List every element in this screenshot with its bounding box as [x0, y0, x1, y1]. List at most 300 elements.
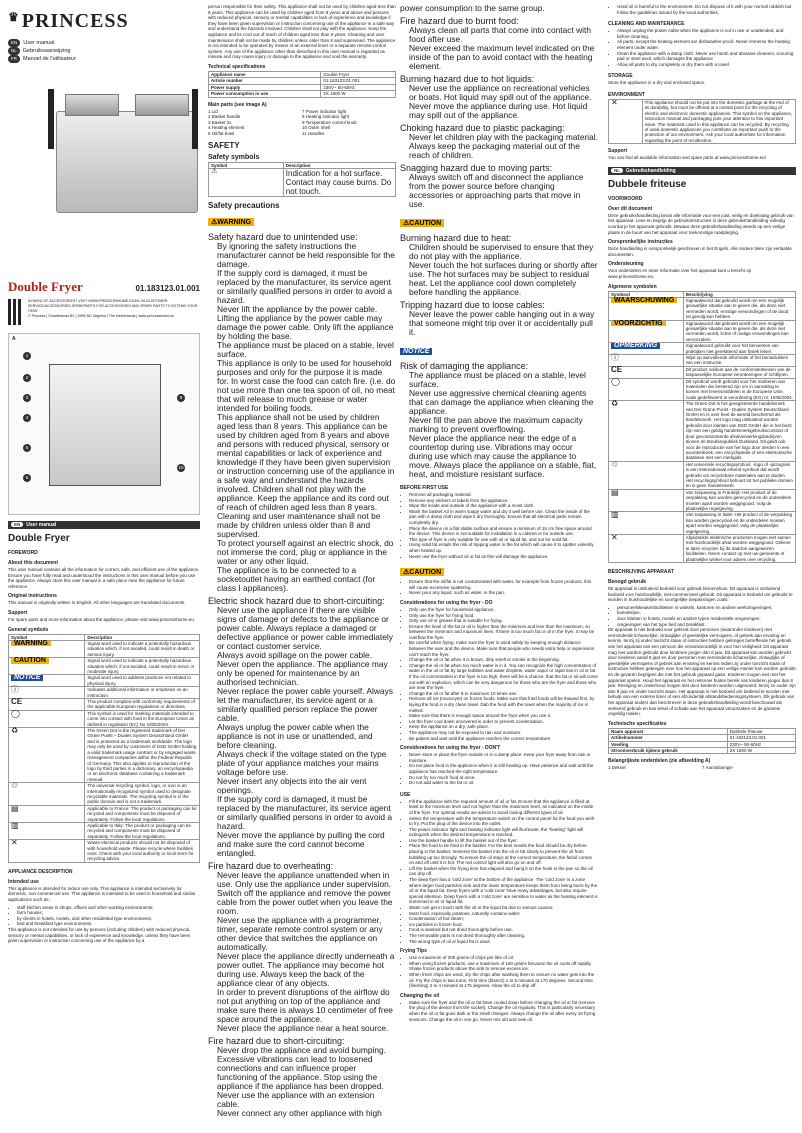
oil-disposal-list	[608, 4, 796, 15]
environment-heading: ENVIRONMENT	[608, 91, 645, 98]
list-item: • boerderijen;	[617, 610, 796, 616]
part-item: 8 Heating indicator light	[302, 114, 350, 120]
list-item: • Never connect any other appliance with high	[217, 1109, 396, 1118]
support-heading: Support	[8, 609, 28, 616]
list-item: • Never exceed the maximum level indicated on the inside of the pan to avoid contact with the heating element.	[409, 44, 598, 71]
list-item: • Never open the appliance. The appliance may only be opened for maintenance by an authorised technician.	[217, 660, 396, 687]
symbol-icon: ▥	[11, 820, 19, 830]
symbol-description: Signaalwoord dat gebruikt wordt om een mogelijk gevaarlijke situatie aan te geven die, als deze niet vermeden wordt, lichte of matige verwondingen kan veroorzaken.	[683, 320, 795, 343]
unintended-list	[208, 242, 396, 593]
language-code: NL	[8, 47, 20, 55]
list-item: • Never use the appliance if there are visible signs of damage or defects to the appliance or power cable. Always replace a damaged or defective appliance or power cable immediately or contact customer service.	[217, 606, 396, 651]
signal-word-badge: VOORZICHTIG	[611, 321, 666, 326]
tips-heading: Frying Tips	[400, 948, 427, 955]
tips-list	[400, 955, 598, 989]
list-item: • Food is washed but not dried thoroughly before use.	[409, 927, 598, 933]
symbols-col-description: Description	[85, 634, 200, 640]
choke-list	[400, 133, 598, 160]
shortcircuit-list	[208, 1046, 396, 1118]
continued-text: power consumption to the same group.	[400, 4, 545, 13]
en-title: Double Fryer	[8, 533, 70, 544]
list-item: • Never use the appliance on recreational vehicles or boats. Hot liquid may spill out of the appliance.	[409, 84, 598, 102]
environment-table	[608, 99, 796, 144]
dont-heading: Considerations for using the fryer - DON'T	[400, 745, 501, 752]
copyright: © Princess | Smartbrands BV | 3995 ND Uitgeest | The Netherlands | www.princesshome.eu	[27, 314, 175, 318]
hotliquid-list	[400, 84, 598, 120]
intended-heading: Intended use	[8, 878, 39, 885]
burnt-heading: Fire hazard due to burnt food:	[400, 16, 519, 26]
list-item: • Make sure that there is enough space around the fryer when you use it.	[409, 713, 598, 719]
list-item: • The removable parts is not dried thoroughly after cleaning.	[409, 933, 598, 939]
intended-text: This appliance is intended for indoor use only. This appliance is intended exclusively for domestic, non-commercial use. This appliance is intended to be used in household and similar applications such as:	[8, 885, 196, 902]
alg-symbols-heading: Algemene symbolen	[608, 283, 657, 290]
beoogd-heading: Beoogd gebruik	[608, 579, 647, 586]
symbol-cell	[609, 489, 684, 512]
column-use	[400, 4, 598, 1133]
do-list	[400, 607, 598, 741]
list-item: • The deep fryer has a 'cold zone' at the bottom of the appliance. The 'cold zone' is a zone where larger food particles sink and the lower temperature keeps them from being burnt by the oil or the liquid fat. Deep fryers with a 'cold zone' have many advantages, but also require special attention. Deep fryers with a 'cold zone' are sensitive to water as the heating element is immersed in oil or liquid fat.	[409, 877, 598, 905]
symbol-row	[9, 783, 200, 806]
tech-heading-nl: Technische specificaties	[608, 720, 667, 727]
list-item: • When using frozen products, use a maximum of 160 grams because the oil cools off rapidly. Shake frozen products above the sink to remove excess ice.	[409, 961, 598, 972]
list-item: • Always avoid spillage on the power cable.	[217, 651, 396, 660]
symbol-description: Van toepassing in Italië: Het product of de verpakking kan worden gerecycled en de onderdelen moeten apart worden weggegooid. Volg de plaatselijke regelgeving.	[683, 512, 795, 535]
symbol-row	[9, 710, 200, 727]
list-item: • Place the device on a flat stable surface and ensure a minimum of 15 cm free space around the device. This device is not suitable for installation in a cabinet or for outside use.	[409, 526, 598, 537]
list-item: • To protect yourself against an electric shock, do not immerse the cord, plug or appliance in the water or any other liquid.	[217, 539, 396, 566]
list-item: • Always unplug the power cable when the appliance is not in use or unattended, and before cleaning.	[217, 723, 396, 750]
list-item: • All parts, except the heating element are dishwasher-proof. Never immerse the heating element under water.	[617, 39, 796, 50]
list-item: • Ensure the level of the fat or oil is higher than the minimum and less than the maximum, so between the minimum and maximum lines. If there is too much fat or oil in the fryer, it may be overflow the fryer.	[409, 624, 598, 641]
support-heading-2: Support	[608, 148, 628, 155]
caution-badge: ⚠CAUTION	[400, 219, 444, 227]
do-heading: Considerations for using the fryer - DO	[400, 599, 493, 606]
list-item: • Select the temperature with the temperature switch on the control panel for the food you wish to fry. Put the plug of the device into the outlet.	[409, 816, 598, 827]
brand-logo: ♛ PRINCESS	[8, 10, 129, 32]
symbol-row	[609, 297, 796, 320]
qr-text: IN NEED OF ACCESSORIES? VISIT WWW.PRINCESSHOME.EU/NL-NL/CUSTOMER-SERVICE/ACCESSORIES-SPAREPARTS FOR ACCESSORIES AND SPARE PARTS TO EXTEND YOUR ITEM!	[27, 299, 198, 313]
callout-5: 5	[23, 444, 31, 452]
product-photo	[8, 71, 200, 231]
original-text: This manual is originally written in English. All other languages are translated documents.	[8, 600, 186, 606]
ce-mark-icon: CE	[11, 697, 23, 707]
list-item: • Never insert any objects into the air vent openings.	[217, 777, 396, 795]
list-item: • Never let children play with the packaging material. Always keep the packaging material out of the reach of children.	[409, 133, 598, 160]
list-item: • Use a maximum of 200 grams of chips per litre of oil.	[409, 955, 598, 961]
symbol-description: Signal word used to indicate a potentially hazardous situation which, if not avoided, could result in minor or moderate injury.	[85, 658, 200, 675]
overheat-heading: Fire hazard due to overheating:	[208, 860, 334, 871]
list-item: • Ensure that the oil/fat is not contaminated with water, for example from frozen products, this will cause excessive spattering.	[409, 579, 598, 590]
callout-9: 9	[177, 394, 185, 402]
callout-10: 10	[178, 465, 184, 470]
symbol-cell	[9, 675, 85, 687]
trip-heading: Tripping hazard due to loose cables:	[400, 300, 545, 310]
part-item: 11 Handles	[302, 130, 325, 136]
tech-value: Double Fryer	[321, 71, 396, 77]
parts-heading: Main parts (see image A)	[208, 101, 267, 108]
column-safety	[208, 4, 396, 1133]
part-item: 3 Basket 2x	[208, 119, 232, 125]
language-item	[8, 47, 200, 55]
list-item: • The power indicator light and heating indicator light will illuminate, the "heating" light will extinguish when the desired temperature is reached.	[409, 827, 598, 838]
symbol-icon: ◯	[11, 708, 20, 718]
shock-list	[208, 606, 396, 858]
list-item: • Always unplug the power cable when the appliance is not in use or unattended, and before cleaning.	[617, 28, 796, 39]
list-item: • personeelskeukenfaciliteiten in winkels, kantoren en andere werkomgevingen;	[617, 605, 796, 611]
symbol-icon: ⓘ	[11, 685, 19, 695]
part-item: 4 Heating element	[208, 125, 245, 131]
list-item: • Never use aggressive chemical cleaning agents that can damage the appliance when cleaning the appliance.	[409, 389, 598, 416]
use-heading: USE	[400, 791, 411, 798]
list-item: • Do not fry too much food at once.	[409, 775, 598, 781]
part-item: 7 Power indicator light	[302, 108, 347, 114]
storage-heading: STORAGE	[608, 73, 633, 80]
storage-text: Store the appliance in a dry and enclosed space.	[608, 80, 706, 86]
symbol-cell	[609, 512, 684, 535]
part-item: 2 Basket handle	[208, 114, 241, 120]
over-text: Deze gebruikshandleiding bevat alle informatie voor een juist, veilig en doelmatig gebruik van het apparaat. Lees en begrijp de gebruiksinstructies in deze gebruikshandleiding volledig voordat je het apparaat gebruikt. Bewaar deze gebruikshandleiding steeds op een veilige plaats in de buurt van het apparaat voor toekomstige raadpleging.	[608, 212, 794, 235]
section-bar-nl: NL Gebruikshandleiding	[608, 167, 796, 175]
list-item: • Never place the appliance near a heat source.	[217, 1024, 396, 1033]
list-item: • Allow all parts to dry completely or dry them with a towel.	[617, 62, 796, 68]
tech-label: Article number	[209, 78, 321, 84]
symbol-description: Signal word used to indicate a potentially hazardous situation which, if not avoided, could result in death or serious injury.	[85, 640, 200, 657]
crown-icon: ♛	[8, 10, 20, 24]
list-item: • Never leave the appliance unattended when in use. Only use the appliance under supervision. Switch off the appliance and remove the power cable from the power outlet when you leave the room.	[217, 871, 396, 916]
tech-value: 2X 1600 W	[321, 91, 396, 97]
burnt-list	[400, 26, 598, 71]
symbol-cell	[609, 535, 684, 563]
list-item: • Never move the appliance during use. Hot liquid may spill out of the appliance.	[409, 102, 598, 120]
list-item: • Clean the appliance with a damp cloth. Never use harsh and abrasive cleaners, scouring pad or steel wool, which damages the appliance.	[617, 51, 796, 62]
tech-label: Appliance name	[209, 71, 321, 77]
symbol-icon: ▥	[611, 510, 619, 520]
list-item: • Only use oil or grease that is suitable for frying.	[409, 618, 598, 624]
before-list-2	[400, 579, 598, 596]
list-item: • Let the fryer cool down uncovered in order to prevent condensation.	[409, 719, 598, 725]
symbol-row	[9, 658, 200, 675]
symbol-row	[609, 355, 796, 367]
appliance-heading: APPLIANCE DESCRIPTION	[8, 868, 73, 875]
weee-bin-icon: ✕	[611, 97, 618, 107]
list-item: • Make sure the fryer and the oil or fat have cooled down before changing the oil or fat (remove the plug of the device from the socket). Change the oil regularly. This is particularly necessary when the oil or fat goes dark or the smell changes. Always change the oil after every 10 frying sessions. Change the oil in one go. Never mix old and new oil.	[409, 1000, 598, 1022]
precautions-heading: Safety precautions	[208, 200, 280, 210]
symbol-icon: ▤	[11, 803, 19, 813]
tech-label: Artikelnummer	[609, 735, 728, 741]
tech-label: Power consumption in use	[209, 91, 321, 97]
risk-list	[400, 371, 598, 479]
before-heading: BEFORE FIRST USE	[400, 485, 449, 491]
notice-badge: NOTICE	[11, 675, 43, 680]
symbol-icon: ✕	[611, 533, 618, 542]
list-item: • Never leave the power cable hanging out in a way that someone might trip over it or accidentally pull it.	[409, 310, 598, 337]
list-item: • omgevingen van het type bed and breakfast.	[617, 622, 796, 628]
symbol-row	[609, 489, 796, 512]
symbol-row	[9, 822, 200, 839]
symbol-description: Waste electrical products should not be disposed of with household waste. Please recycle where facilities exist. Check with your local authority or local store for recycling advice.	[85, 840, 200, 863]
symbol-description: Van toepassing in Frankrijk: Het product of de verpakking kan worden gerecycled en de onderdelen moeten apart worden weggegooid. Volg de plaatselijke regelgeving.	[683, 489, 795, 512]
symbol-description: The universal recycling symbol, logo, or icon is an internationally recognized symbol used to designate recyclable materials. The recycling symbol is in the public domain and is not a trademark.	[85, 783, 200, 806]
symbol-row	[609, 378, 796, 401]
tech-label: Stroomverbruik tijdens gebruik	[609, 747, 728, 753]
tech-label: Naam apparaat	[609, 728, 728, 734]
shortcircuit-heading: Fire hazard due to short-circuiting:	[208, 1035, 345, 1046]
risk-heading: Risk of damaging the appliance:	[400, 361, 529, 371]
symbol-row	[9, 675, 200, 687]
symbol-cell	[609, 343, 684, 355]
list-item: • Always switch off and disconnect the appliance from the power source before changing accessories or approaching parts that move in use.	[409, 173, 598, 209]
safety-col-symbol: Symbol	[209, 162, 284, 168]
beoogd-text-2: Dit apparaat is niet bedoeld voor gebruik door personen (waaronder kinderen) met verminderde lichamelijke, zintuiglijke of geestelijke vermogens, of gebrek aan ervaring en kennis, tenzij zij onder toezicht staan of instructies hebben gekregen betreffende het gebruik van het apparaat van een persoon die verantwoordelijk is voor hun veiligheid. Dit apparaat mag niet worden gebruikt door kinderen jonger dan 8 jaar. Dit apparaat kan worden gebruikt door kinderen vanaf 8 jaar en door personen met verminderde lichamelijke, zintuiglijke of geestelijke vermogens of gebrek aan ervaring en kennis indien zij onder toezicht staan of instructies hebben gekregen over hoe het apparaat op een veilige manier kan worden gebruikt en de gevaren begrijpen die met het gebruik gepaard gaan. Kinderen mogen niet met het apparaat spelen. Houd het apparaat en het netsnoer buiten bereik van kinderen jonger dan 8 jaar. Reiniging en onderhoud mogen niet door kinderen worden uitgevoerd, tenzij ze ouder zijn dan 8 jaar en onder toezicht staan. Het apparaat is niet bedoeld om bediend te worden met behulp van een externe timer of een afzonderlijk afstandsbedieningssysteem. Elk gebruik van het apparaat anders dan beschreven in deze gebruikshandleiding wordt beschouwd als verkeerd gebruik en kan letsel of schade aan het apparaat veroorzaken en de garantie ongeldig maken.	[608, 627, 796, 717]
list-item: • Never place the appliance directly underneath a power outlet. The appliance may become hot during use. Always keep the back of the appliance clear of any objects.	[217, 952, 396, 988]
list-item: • Never replace the power cable yourself. Always let the manufacturer, its service agent or a similarly qualified person replace the power cable.	[217, 687, 396, 723]
signal-word-badge: CAUTION	[11, 658, 49, 663]
list-item: • Remove any stickers or labels from the appliance.	[409, 498, 598, 504]
symbols-table	[8, 634, 200, 863]
list-item: • door klanten in hotels, motels en andere typen residentiële omgevingen;	[617, 616, 796, 622]
list-item: • The appliance must be placed on a stable, level surface.	[409, 371, 598, 389]
symbol-cell	[9, 710, 85, 727]
part-item: 7 Aan/uitlampje	[702, 765, 733, 771]
part-item: 1 Deksel	[608, 765, 626, 771]
beoogd-list	[608, 605, 796, 627]
nl-symbols-table	[608, 291, 796, 564]
symbol-description: Signal word used to address practices not related to physical injury.	[85, 675, 200, 687]
symbol-row	[9, 640, 200, 657]
symbol-description: Afgedankte elektrische producten mogen niet samen met huishoudelijk afval worden weggegooid. Gelieve te laten recyclen bij de daartoe aangewezen faciliteiten. Neem contact op met uw gemeente of plaatselijke winkel voor advies over recycling.	[683, 535, 795, 563]
parts-heading-nl: Belangrijkste onderdelen (zie afbeelding A)	[608, 758, 711, 765]
symbol-icon: ✕	[11, 838, 18, 848]
list-item: • Change the oil or fat when too much water is in it. You can recognize the high concentration of water in the oil or fat by large bubbles and water droplets, water vapor or rapid rise in oil or fat. If the oil concentration in the fryer is too high, there will be a chance, that the fat or oil will come out with an explosion, which can be very dangerous for those who are the fryer and those who are near the fryer.	[409, 663, 598, 691]
list-item: • This appliance shall not be used by children aged less than 8 years. This appliance can be used by children aged from 8 years and above and persons with reduced physical, sensory or mental capabilities or lack of experience and knowledge if they have been given supervision or instruction concerning use of the appliance in a safe way and understand the hazards involved. Children shall not play with the appliance. Keep the appliance and its cord out of reach of children aged less than 8 years. Cleaning and user maintenance shall not be made by children unless older than 8 and supervised.	[217, 413, 396, 539]
ce-mark-icon: CE	[611, 364, 623, 374]
symbol-row	[609, 461, 796, 489]
symbol-icon: ⓘ	[611, 353, 619, 362]
list-item: • Never move the appliance by pulling the cord and make sure the cord cannot become entangled.	[217, 831, 396, 858]
figure-label: A	[12, 336, 16, 342]
list-item: • The wrong type of oil or liquid fat is used.	[409, 939, 598, 945]
about-heading: About this document	[8, 560, 58, 566]
symbol-description: The Green Dot is het geregistreerde handelsmerk van Der Grüne Punkt - Duales System Deutschland GmbH en is over heel de wereld beschermd als handelsmerk. Het logo mag uitsluitend worden gebruikt door klanten van DSD GmbH die in het bezit zijn van een geldig handelsmerkgebruikscontract of door gecontracteerde afvalverwerkingsbedrijven binnen de Bondsrepubliek Duitsland. Dit geldt ook voor de reproductie van het logo door derden in een woordenboek, een encyclopedie of een elektronische database met een merkgids.	[683, 401, 795, 461]
list-item: • Never touch the hot surfaces during or shortly after use. The hot surfaces may be subject to residual heat. Let the appliance cool down completely before handling the appliance.	[409, 261, 598, 297]
symbol-icon: ♻	[611, 399, 619, 409]
list-item: • Most food, especially potatoes, naturally contains water;	[409, 911, 598, 917]
list-item: • Never pour any liquid, such as water, in the pan.	[409, 590, 598, 596]
symbol-icon: ♻	[11, 726, 19, 736]
qr-code-icon	[8, 299, 22, 325]
list-item: • Keep the appliance on a dry, safe place.	[409, 724, 598, 730]
caution-icon: ⚠	[403, 220, 410, 227]
language-code: EN	[8, 39, 20, 47]
tech-heading: Technical specifications	[208, 63, 266, 70]
callout-3: 3	[23, 394, 31, 402]
cover-title-row	[8, 279, 200, 295]
list-item: • Fill the appliance with the required amount of oil or fat. Ensure that the appliance is filled at least to the minimum level and not higher than the maximum level, as indicated on the inside of the fryer. For optimal results we advise to avoid mixing different types of oil.	[409, 799, 598, 816]
notice-badge: NOTICE	[400, 348, 432, 355]
column-cover	[8, 0, 200, 1133]
symbol-row	[9, 805, 200, 822]
notice-badge: OPMERKING	[611, 343, 660, 348]
qr-block	[8, 299, 200, 325]
list-item: • Never use the fryer without oil or fat as this will damage the appliance.	[409, 554, 598, 560]
symbol-description: The Green Dot is the registered trademark of Der Grüne Punkt – Duales System Deutschland GmbH and is protected as a trademark worldwide. The logo may only be used by customers of DSD GmbH holding a valid trademark usage contract or by engaged waste management companies within the Federal Republic of Germany. This also applies to reproduction of the logo by third parties in a dictionary, an encyclopaedia or an electronic database containing a trademark manual.	[85, 728, 200, 783]
tech-value: 2X 1600 W	[727, 747, 795, 753]
caution-icon: ⚠	[403, 569, 410, 577]
warning-icon: ⚠	[211, 218, 218, 226]
symbol-row	[609, 401, 796, 461]
tech-table-nl	[608, 728, 796, 755]
list-item: • In order to prevent disruptions of the airflow do not put anything on top of the appliance and make sure there is always 10 centimeter of free space around the appliance.	[217, 988, 396, 1024]
list-item: • By ignoring the safety instructions the manufacturer cannot be held responsible for the damage.	[217, 242, 396, 269]
symbol-description: Het universele recyclingsymbool, -logo of -pictogram is een internationaal erkend symbool dat wordt gebruikt om recyclebare materialen aan te duiden. Het recyclingsymbool behoort tot het publieke domein en is geen handelsmerk.	[683, 461, 795, 489]
callout-1: 1	[23, 352, 31, 360]
caution-badge-2: ⚠CAUTION	[400, 568, 444, 576]
snag-heading: Snagging hazard due to moving parts:	[400, 163, 553, 173]
tech-label: Voeding	[609, 741, 728, 747]
cover-title: Double Fryer	[8, 279, 83, 294]
fryer-handle-left	[48, 89, 54, 149]
tech-label: Power supply	[209, 84, 321, 90]
symbol-description: Applicable to France: The product or packaging can be recycled and components must be disposed of separately. Follow the local regulations.	[85, 805, 200, 822]
warning-badge: ⚠WARNING	[208, 218, 254, 226]
symbol-row	[609, 512, 796, 535]
choke-heading: Choking hazard due to plastic packaging:	[400, 123, 565, 133]
tech-value: 230V~ 50-60Hz	[727, 741, 795, 747]
symbol-cell	[609, 401, 684, 461]
nl-col-symbol: Symbool	[609, 291, 684, 297]
list-item: • Always check if the voltage stated on the type plate of your appliance matches your mains voltage before use.	[217, 750, 396, 777]
use-list	[400, 799, 598, 944]
dont-list	[400, 752, 598, 786]
ondersteuning-text: Voor onderdelen en meer informatie over het apparaat kunt u terecht op www.princesshome.eu.	[608, 268, 752, 279]
list-item: • Do not add water to the fat or oil.	[409, 780, 598, 786]
list-item: • When fresh chips are used, dry the chips after washing them to ensure no water gets into the oil. Fry the chips in two turns. First time (blanch) 1 to 5 minutes at 170 degrees. Second time (finishing) 2 to 4 minutes at 175 degrees. Allow the oil to drip off.	[409, 972, 598, 989]
symbol-description: Indicates additional information or emphasis on an instruction.	[85, 687, 200, 699]
callout-6: 6	[23, 474, 31, 482]
symbol-cell	[9, 728, 85, 783]
signal-word-badge: WARNING	[11, 641, 51, 646]
clean-list	[608, 28, 796, 67]
changeoil-list	[400, 1000, 598, 1022]
list-item: • Lift the basket when the frying time has elapsed and hang it on the hook in the pan so the oil can drip off.	[409, 866, 598, 877]
list-item: • Ice particles in frozen food.	[409, 922, 598, 928]
list-item: • Remove all ice (monocyte) on frozen foods. Make sure that fried foods will be thawed first, by laying the food in a dry clean towel. Dab the food with the towel when the majority of ice is melted.	[409, 696, 598, 713]
safety-symbol-table	[208, 162, 396, 197]
callout-2: 2	[23, 374, 31, 382]
safety-heading: SAFETY	[208, 140, 240, 150]
symbol-cell	[609, 461, 684, 489]
symbol-row	[609, 343, 796, 355]
list-item: • Never use the appliance with an extension cable.	[217, 1091, 396, 1109]
clean-heading: CLEANING AND MAINTENANCE	[608, 21, 685, 28]
symbol-cell	[9, 658, 85, 675]
symbols-col-symbol: Symbol	[9, 634, 85, 640]
beschrijving-heading: BESCHRIJVING APPARAAT	[608, 569, 674, 576]
list-item: • Be patient and wait until the appliance reaches the correct temperature.	[409, 736, 598, 742]
symbol-icon: ♲	[11, 781, 19, 791]
article-number: 01.183123.01.001	[135, 284, 200, 293]
symbol-row	[609, 320, 796, 343]
symbol-description: Dit symbool wordt gebruikt voor het markeren van materialen die bestemd zijn om in aanraking te komen met levensmiddelen in de Europese Unie, zoals gedefinieerd in verordening (EG) nr. 1935/2004.	[683, 378, 795, 401]
support-text-2: You can find all available information and spare parts at www.princesshome.eu!	[608, 155, 766, 161]
parts-list	[208, 109, 396, 137]
symbol-row	[9, 687, 200, 699]
symbol-description: Applicable to Italy: The product or packaging can be recycled and components must be disposed of separately. Follow the local regulations.	[85, 822, 200, 839]
list-item: • Never lift the appliance by the power cable. Lifting the appliance by the power cable may damage the power cable. Only lift the appliance by holding the base.	[217, 305, 396, 341]
hot-surface-icon: ⚠	[211, 167, 218, 175]
symbol-cell	[9, 840, 85, 863]
tech-value: Dubbele friteuse	[727, 728, 795, 734]
heat-heading: Burning hazard due to heat:	[400, 233, 512, 243]
nl-col-description: Beschrijving	[683, 291, 795, 297]
before-list	[400, 492, 598, 559]
symbol-cell	[609, 378, 684, 401]
about-text: This user manual contains all the information for correct, safe, and efficient use of the appliance. Ensure you have fully read and understood the instructions in this user manual before you use the appliance. Always store this user manual in a safe place near the appliance for future reference.	[8, 567, 200, 589]
list-item: • Wash the basket A3 in warm soapy water and dry it well before use. Clean the inside of the pan with a damp cloth and wipe it dry thoroughly. Ensure that all electrical parts remain completely dry.	[409, 509, 598, 526]
part-item: 9 Temperature control knob	[302, 119, 357, 125]
symbol-cell	[9, 822, 85, 839]
language-item	[8, 55, 200, 63]
intro-text: person responsible for their safety. This appliance shall not be used by children aged less than 8 years. This appliance can be used by children aged from 8 years and above and persons with reduced physical, sensory or mental capabilities or lack of experience and knowledge if they have been given supervision or instruction concerning use of the appliance in a safe way and understand the hazards involved. Children shall not play with the appliance. Keep the appliance and its cord out of reach of children aged less than 8 years. Cleaning and user maintenance shall not be made by children unless older than 8 and supervised. The appliance is not intended to be operated by means of an external timer or a separate remote-control system. Any use of the appliance other than described in this user manual is regarded as misuse and may cause injury or damage to the appliance and void the warranty.	[208, 4, 396, 60]
support-text: For spare parts and more information about the appliance, please visit www.princesshome.eu	[8, 616, 194, 622]
column-dutch	[608, 4, 796, 1133]
tech-row	[209, 91, 396, 97]
language-label: Gebruiksaanwijzing	[22, 48, 71, 54]
safety-col-description: Description	[283, 162, 395, 168]
symbol-description: Signaalwoord gebruikt voor het benoemen van praktijken niet gerelateerd aan fysiek letsel.	[683, 343, 795, 355]
symbol-row	[9, 840, 200, 863]
list-item: • Used oil is harmful to the environment. Do not dispose of it with your normal rubbish but follow the guidelines issued by the local authorities.	[617, 4, 796, 15]
list-item: • Never place the appliance near the edge of a countertop during use. Vibrations may occur during use which may cause the appliance to move. Always place the appliance on a stable, flat, heat, and moisture resistant surface.	[409, 434, 598, 479]
part-item: 1 Lid	[208, 108, 218, 114]
list-item: • Use the basket handle to lift the basket out of the fryer.	[409, 838, 598, 844]
part-item: 5 Oil/fat bowl	[208, 130, 235, 136]
list-item: • If the supply cord is damaged, it must be replaced by the manufacturer, its service agent or similarly qualified persons in order to avoid a hazard.	[217, 795, 396, 831]
figure-fryer-drawing	[49, 364, 161, 486]
symbol-cell	[9, 805, 85, 822]
symbol-row	[9, 728, 200, 783]
language-item	[8, 39, 200, 47]
unintended-heading: Safety hazard due to unintended use:	[208, 231, 358, 242]
list-item: • farm houses;	[17, 910, 200, 916]
list-item: • by clients in hotels, motels, and other residential type environments;	[17, 916, 200, 922]
symbol-row	[609, 535, 796, 563]
over-heading: Over dit document	[608, 205, 653, 212]
symbol-cell	[9, 640, 85, 657]
symbol-description: Signaalwoord dat gebruikt wordt om een mogelijk gevaarlijke situatie aan te geven die, als deze niet vermeden wordt, ernstige verwondingen of de dood tot gevolg kan hebben.	[683, 297, 795, 320]
intended-list	[8, 905, 200, 927]
original-heading: Original instructions	[8, 593, 57, 600]
language-code: FR	[8, 55, 20, 63]
symbol-row	[9, 699, 200, 711]
symbol-cell	[9, 783, 85, 806]
symbol-description: This product complies with conformity requirements of the applicable European regulations or directives.	[85, 699, 200, 711]
symbol-icon: ♲	[611, 459, 619, 469]
tech-value: 01.183123.01.001	[727, 735, 795, 741]
signal-word-badge: WAARSCHUWING	[611, 298, 677, 303]
list-item: • The appliance may not be exposed to rain and moisture.	[409, 730, 598, 736]
list-item: • Only use the fryer for household appliance.	[409, 607, 598, 613]
hotliquid-heading: Burning hazard due to hot liquids:	[400, 74, 535, 84]
symbol-description: Dit product voldoet aan de conformiteitseisen van de toepasselijke Europese verordeningen of richtlijnen.	[683, 366, 795, 378]
symbol-row	[609, 366, 796, 378]
list-item: • Never fill the pan above the maximum capacity marking to prevent overflowing.	[409, 416, 598, 434]
list-item: • Be careful when frying, make sure the fryer is used safely by keeping enough distance between the user and the device. Make sure that people who needs extra help or supervision can't reach the fryer.	[409, 640, 598, 657]
changeoil-heading: Changing the oil	[400, 992, 440, 999]
safety-symbols-heading: Safety symbols	[208, 153, 260, 161]
list-item: • Using solid fat entails the risk of tripping water in the fat which will cause it to spatter violently when heated up.	[409, 542, 598, 553]
callout-4: 4	[23, 414, 31, 422]
